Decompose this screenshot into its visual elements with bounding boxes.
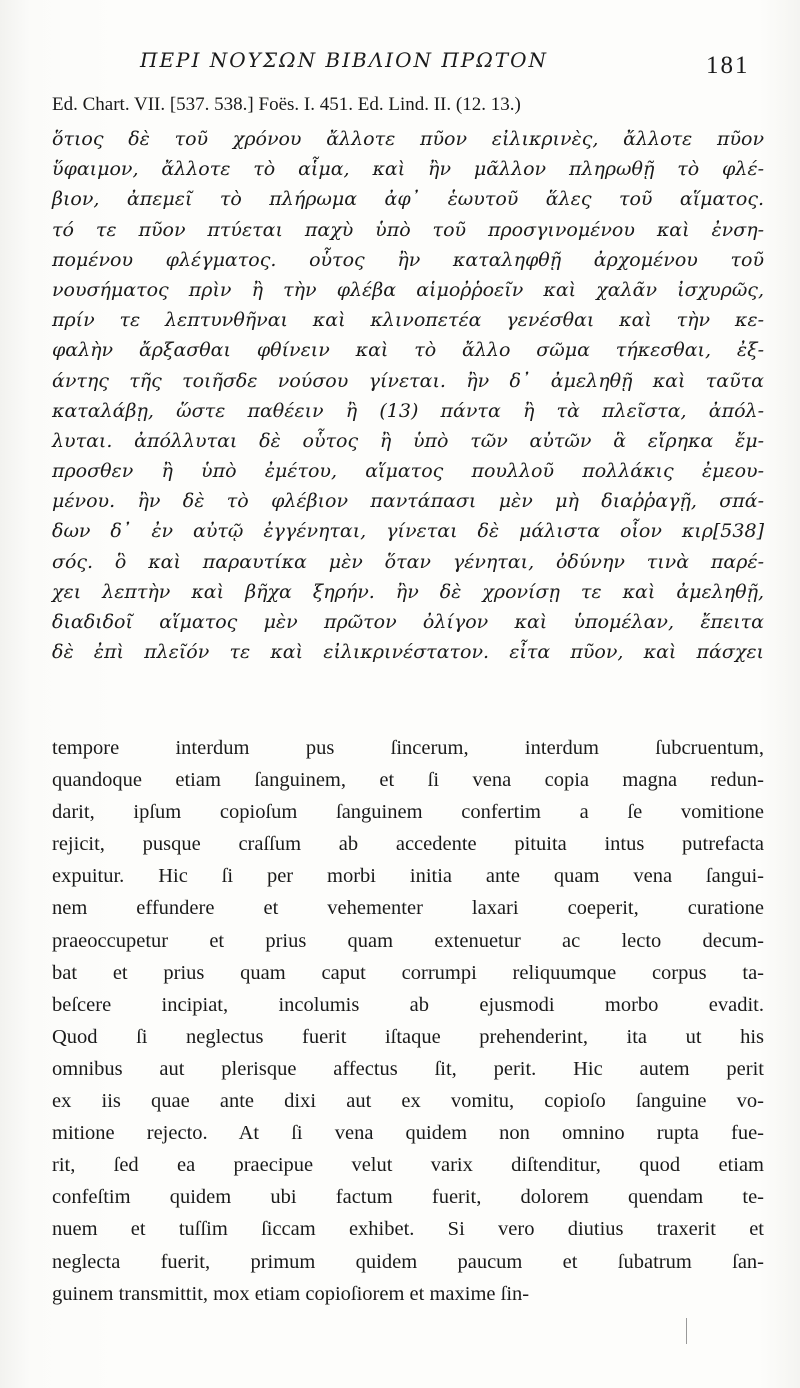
greek-text-block <box>52 124 764 667</box>
latin-line: beſcere incipiat, incolumis ab ejusmodi morbo evadit. <box>52 993 764 1016</box>
latin-line: expuitur. Hic ſi per morbi initia ante quam vena ſangui- <box>52 865 764 888</box>
greek-line: ὅτιος δὲ τοῦ χρόνου ἄλλοτε πῦον εἰλικρινὲς, ἄλλοτε πῦον <box>52 128 764 150</box>
edition-reference: Ed. Chart. VII. [537. 538.] Foës. I. 451. Ed. Lind. II. (12. 13.) <box>52 94 521 115</box>
latin-line: ex iis quae ante dixi aut ex vomitu, copioſo ſanguine vo- <box>52 1090 764 1113</box>
greek-line: βιον, ἀπεμεῖ τὸ πλήρωμα ἀφ᾽ ἑωυτοῦ ἅλες τοῦ αἵματος. <box>52 188 764 211</box>
greek-line: χει λεπτὴν καὶ βῆχα ξηρήν. ἢν δὲ χρονίσῃ τε καὶ ἀμεληθῇ, <box>52 580 764 603</box>
latin-line: rit, ſed ea praecipue velut varix diſtenditur, quod etiam <box>52 1154 764 1177</box>
greek-line: τό τε πῦον πτύεται παχὺ ὑπὸ τοῦ προσγινομένου καὶ ἐνση- <box>52 218 764 241</box>
latin-line: omnibus aut plerisque affectus ſit, perit. Hic autem perit <box>52 1057 764 1080</box>
latin-line: tempore interdum pus ſincerum, interdum ſubcruentum, <box>52 737 764 759</box>
latin-line: neglecta fuerit, primum quidem paucum et ſubatrum ſan- <box>52 1250 764 1273</box>
latin-line: bat et prius quam caput corrumpi reliquumque corpus ta- <box>52 961 764 984</box>
latin-line: nem effundere et vehementer laxari coeperit, curatione <box>52 897 764 920</box>
greek-line: μένου. ἢν δὲ τὸ φλέβιον παντάπασι μὲν μὴ διαῤῥαγῇ, σπά- <box>52 490 764 513</box>
greek-line: φαλὴν ἄρξασθαι φθίνειν καὶ τὸ ἄλλο σῶμα τήκεσθαι, ἐξ- <box>52 339 764 362</box>
greek-line: διαδιδοῖ αἵματος μὲν πρῶτον ὀλίγον καὶ ὑπομέλαν, ἔπειτα <box>52 611 764 633</box>
greek-line: δων δ᾽ ἐν αὐτῷ ἐγγένηται, γίνεται δὲ μάλιστα οἷον κιρ[538] <box>52 520 764 543</box>
margin-mark <box>686 1318 687 1344</box>
latin-line: Quod ſi neglectus fuerit iſtaque prehenderint, ita ut his <box>52 1025 764 1048</box>
latin-line: quandoque etiam ſanguinem, et ſi vena copia magna redun- <box>52 769 764 792</box>
greek-line: λυται. ἀπόλλυται δὲ οὗτος ἢ ὑπὸ τῶν αὐτῶν ἃ εἴρηκα ἔμ- <box>52 429 764 452</box>
greek-line: δὲ ἐπὶ πλεῖόν τε καὶ εἰλικρινέστατον. εἶτα πῦον, καὶ πάσχει <box>52 641 764 664</box>
running-head: ΠΕΡΙ ΝΟΥΣΩΝ ΒΙΒΛΙΟΝ ΠΡΩΤΟΝ <box>140 48 549 72</box>
greek-line: προσθεν ἢ ὑπὸ ἐμέτου, αἵματος πουλλοῦ πολλάκις ἐμεου- <box>52 460 764 483</box>
greek-line: σός. ὃ καὶ παραυτίκα μὲν ὅταν γένηται, ὀδύνην τινὰ παρέ- <box>52 550 764 573</box>
latin-line: confeſtim quidem ubi factum fuerit, dolorem quendam te- <box>52 1186 764 1209</box>
latin-text-block <box>52 732 764 1310</box>
latin-line: guinem transmittit, mox etiam copioſiorem et maxime ſin- <box>52 1282 530 1305</box>
latin-line: darit, ipſum copioſum ſanguinem confertim a ſe vomitione <box>52 801 764 824</box>
latin-line: mitione rejecto. At ſi vena quidem non omnino rupta fue- <box>52 1122 764 1145</box>
greek-line: ὕφαιμον, ἄλλοτε τὸ αἷμα, καὶ ἢν μᾶλλον πληρωθῇ τὸ φλέ- <box>52 158 764 181</box>
latin-line: praeoccupetur et prius quam extenuetur ac lecto decum- <box>52 929 764 952</box>
page-number: 181 <box>706 52 750 79</box>
latin-line: rejicit, pusque craſſum ab accedente pituita intus putrefacta <box>52 833 764 856</box>
greek-line: νουσήματος πρὶν ἢ τὴν φλέβα αἱμοῤῥοεῖν καὶ χαλᾶν ἰσχυρῶς, <box>52 278 764 301</box>
greek-line: καταλάβῃ, ὥστε παθέειν ἢ (13) πάντα ἢ τὰ πλεῖστα, ἀπόλ- <box>52 399 764 422</box>
greek-line: άντης τῆς τοιῆσδε νούσου γίνεται. ἢν δ᾽ ἀμεληθῇ καὶ ταῦτα <box>52 369 764 392</box>
latin-line: nuem et tuſſim ſiccam exhibet. Si vero diutius traxerit et <box>52 1218 764 1241</box>
greek-line: πομένου φλέγματος. οὗτος ἢν καταληφθῇ ἀρχομένου τοῦ <box>52 248 764 271</box>
greek-line: πρίν τε λεπτυνθῆναι καὶ κλινοπετέα γενέσθαι καὶ τὴν κε- <box>52 309 764 332</box>
